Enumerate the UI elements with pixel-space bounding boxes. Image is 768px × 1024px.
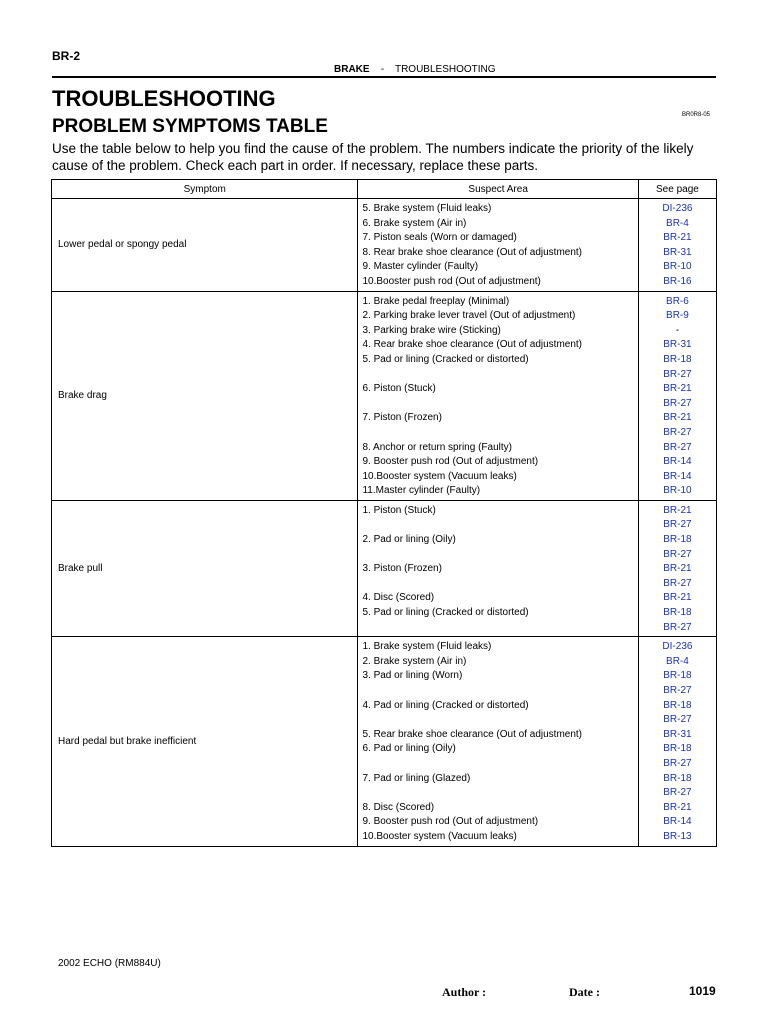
- page-reference-link[interactable]: BR-14: [663, 816, 692, 828]
- page-reference-link[interactable]: BR-27: [663, 368, 692, 380]
- symptom-cell: Brake drag: [52, 291, 358, 500]
- suspect-area-cell: [358, 199, 638, 292]
- page-reference-link[interactable]: BR-18: [663, 353, 692, 365]
- suspect-item: [358, 397, 637, 412]
- see-page-cell: [638, 500, 716, 636]
- page-reference-link[interactable]: BR-27: [663, 757, 692, 769]
- suspect-item: 10.Booster push rod (Out of adjustment): [362, 275, 541, 287]
- see-page-cell: [638, 199, 716, 292]
- intro-paragraph: Use the table below to help you find the cause of the problem. The numbers indicate the priority of the likely cause of the problem. Check each part in order. If necessary, replace these parts.: [52, 141, 694, 173]
- page-reference-link[interactable]: BR-21: [663, 412, 692, 424]
- suspect-item: 4. Pad or lining (Cracked or distorted): [362, 699, 529, 711]
- suspect-item: 7. Piston (Frozen): [362, 412, 442, 424]
- page-reference-link[interactable]: BR-27: [663, 787, 692, 799]
- page-reference-link[interactable]: BR-21: [663, 232, 692, 244]
- symptom-cell: Lower pedal or spongy pedal: [52, 199, 358, 292]
- problem-symptoms-table: [51, 179, 717, 847]
- section-header: [334, 64, 496, 75]
- date-label: Date :: [569, 985, 600, 999]
- page-reference-link[interactable]: BR-27: [663, 548, 692, 560]
- suspect-item: 7. Pad or lining (Glazed): [362, 772, 471, 784]
- suspect-item: 9. Booster push rod (Out of adjustment): [362, 816, 539, 828]
- page-reference-link[interactable]: BR-14: [663, 470, 692, 482]
- suspect-item: [358, 621, 637, 636]
- suspect-item: 3. Piston (Frozen): [362, 563, 442, 575]
- suspect-item: [358, 713, 637, 728]
- column-header-symptom: Symptom: [52, 180, 358, 199]
- suspect-item: 6. Brake system (Air in): [362, 217, 467, 229]
- symptom-cell: Brake pull: [52, 500, 358, 636]
- suspect-item: 1. Brake pedal freeplay (Minimal): [362, 295, 510, 307]
- suspect-item: 2. Parking brake lever travel (Out of adjustment): [362, 310, 576, 322]
- page-reference-link[interactable]: BR-31: [663, 728, 692, 740]
- suspect-area-cell: [358, 637, 638, 846]
- suspect-item: 5. Pad or lining (Cracked or distorted): [362, 353, 529, 365]
- page-reference-link[interactable]: DI-236: [662, 203, 693, 214]
- page-reference-link[interactable]: BR-21: [663, 504, 692, 516]
- page-reference-link[interactable]: BR-9: [666, 310, 689, 322]
- document-code: BR0R8-05: [682, 112, 711, 118]
- header-rule: [52, 76, 716, 78]
- suspect-item: [358, 548, 637, 563]
- page-reference-link[interactable]: BR-21: [663, 801, 692, 813]
- suspect-item: [358, 368, 637, 383]
- suspect-item: 9. Booster push rod (Out of adjustment): [362, 456, 539, 468]
- symptom-cell: Hard pedal but brake inefficient: [52, 637, 358, 846]
- page-reference-link[interactable]: BR-14: [663, 456, 692, 468]
- page-reference-link[interactable]: BR-27: [663, 621, 692, 633]
- table-row: [52, 500, 717, 636]
- author-label: Author :: [442, 985, 487, 999]
- page-reference-link[interactable]: BR-27: [663, 685, 692, 696]
- page-reference-link[interactable]: BR-27: [663, 519, 692, 531]
- page-reference-link[interactable]: BR-18: [663, 670, 692, 682]
- suspect-item: 8. Disc (Scored): [362, 801, 435, 813]
- suspect-item: 2. Pad or lining (Oily): [362, 534, 456, 546]
- table-row: [52, 291, 717, 500]
- page-reference-link[interactable]: BR-21: [663, 592, 692, 604]
- suspect-item: 5. Brake system (Fluid leaks): [362, 203, 492, 214]
- page-reference-link[interactable]: BR-4: [666, 217, 689, 229]
- suspect-item: 5. Rear brake shoe clearance (Out of adjustment): [362, 728, 583, 740]
- suspect-item: [358, 786, 637, 801]
- page-code: BR-2: [52, 49, 81, 63]
- page-reference-link[interactable]: DI-236: [662, 641, 693, 653]
- table-row: [52, 637, 717, 846]
- page-reference-link[interactable]: BR-6: [666, 295, 689, 307]
- page-reference-link[interactable]: BR-18: [663, 699, 692, 711]
- page-reference-link[interactable]: BR-31: [663, 339, 692, 351]
- see-page-cell: [638, 637, 716, 846]
- page-reference-link[interactable]: BR-31: [663, 246, 692, 258]
- page-reference-link[interactable]: BR-27: [663, 714, 692, 726]
- suspect-item: 3. Parking brake wire (Sticking): [362, 324, 501, 336]
- suspect-item: 7. Piston seals (Worn or damaged): [362, 232, 517, 244]
- page-reference-link[interactable]: BR-18: [663, 743, 692, 755]
- suspect-item: 6. Pad or lining (Oily): [362, 743, 456, 755]
- subsection-name: TROUBLESHOOTING: [394, 64, 496, 75]
- suspect-item: 3. Pad or lining (Worn): [362, 670, 463, 682]
- header-separator: -: [380, 64, 385, 75]
- suspect-item: 10.Booster system (Vacuum leaks): [362, 830, 517, 842]
- page-reference-link[interactable]: BR-27: [663, 397, 692, 409]
- page-reference-link[interactable]: BR-27: [663, 426, 692, 438]
- suspect-item: 11.Master cylinder (Faulty): [362, 485, 481, 497]
- footer-model: 2002 ECHO (RM884U): [58, 958, 161, 969]
- suspect-item: [358, 757, 637, 772]
- page-reference-link[interactable]: BR-4: [666, 655, 689, 667]
- suspect-area-cell: [358, 291, 638, 500]
- suspect-item: 5. Pad or lining (Cracked or distorted): [362, 607, 529, 619]
- page-reference-none: -: [675, 324, 680, 336]
- page-reference-link[interactable]: BR-10: [663, 485, 692, 497]
- suspect-item: 4. Rear brake shoe clearance (Out of adjustment): [362, 339, 583, 351]
- page-reference-link[interactable]: BR-16: [663, 275, 692, 287]
- see-page-cell: [638, 291, 716, 500]
- page-reference-link[interactable]: BR-10: [663, 261, 692, 273]
- page-reference-link[interactable]: BR-18: [663, 772, 692, 784]
- page-subtitle: PROBLEM SYMPTOMS TABLE: [52, 116, 328, 137]
- page-reference-link[interactable]: BR-27: [663, 577, 692, 589]
- table-row: [52, 199, 717, 292]
- suspect-area-cell: [358, 500, 638, 636]
- suspect-item: [358, 518, 637, 533]
- section-name: BRAKE: [334, 64, 370, 75]
- suspect-item: 8. Anchor or return spring (Faulty): [362, 441, 512, 453]
- suspect-item: [358, 577, 637, 592]
- suspect-item: 2. Brake system (Air in): [362, 655, 467, 667]
- page-reference-link[interactable]: BR-18: [663, 607, 692, 619]
- suspect-item: 9. Master cylinder (Faulty): [362, 261, 479, 273]
- page-reference-link[interactable]: BR-21: [663, 383, 692, 395]
- page-title: TROUBLESHOOTING: [52, 86, 276, 111]
- suspect-item: 8. Rear brake shoe clearance (Out of adjustment): [362, 246, 583, 258]
- page-reference-link[interactable]: BR-13: [663, 830, 692, 842]
- suspect-item: 1. Brake system (Fluid leaks): [362, 641, 492, 653]
- suspect-item: 10.Booster system (Vacuum leaks): [362, 470, 517, 482]
- page-number: 1019: [689, 984, 716, 998]
- suspect-item: [358, 684, 637, 699]
- table-header-row: [52, 180, 717, 199]
- suspect-item: 6. Piston (Stuck): [362, 383, 436, 395]
- page-reference-link[interactable]: BR-18: [663, 534, 692, 546]
- suspect-item: 1. Piston (Stuck): [362, 504, 436, 516]
- page-reference-link[interactable]: BR-21: [663, 563, 692, 575]
- suspect-item: [358, 426, 637, 441]
- column-header-see-page: See page: [638, 180, 716, 199]
- page-reference-link[interactable]: BR-27: [663, 441, 692, 453]
- column-header-suspect-area: Suspect Area: [358, 180, 638, 199]
- suspect-item: 4. Disc (Scored): [362, 592, 435, 604]
